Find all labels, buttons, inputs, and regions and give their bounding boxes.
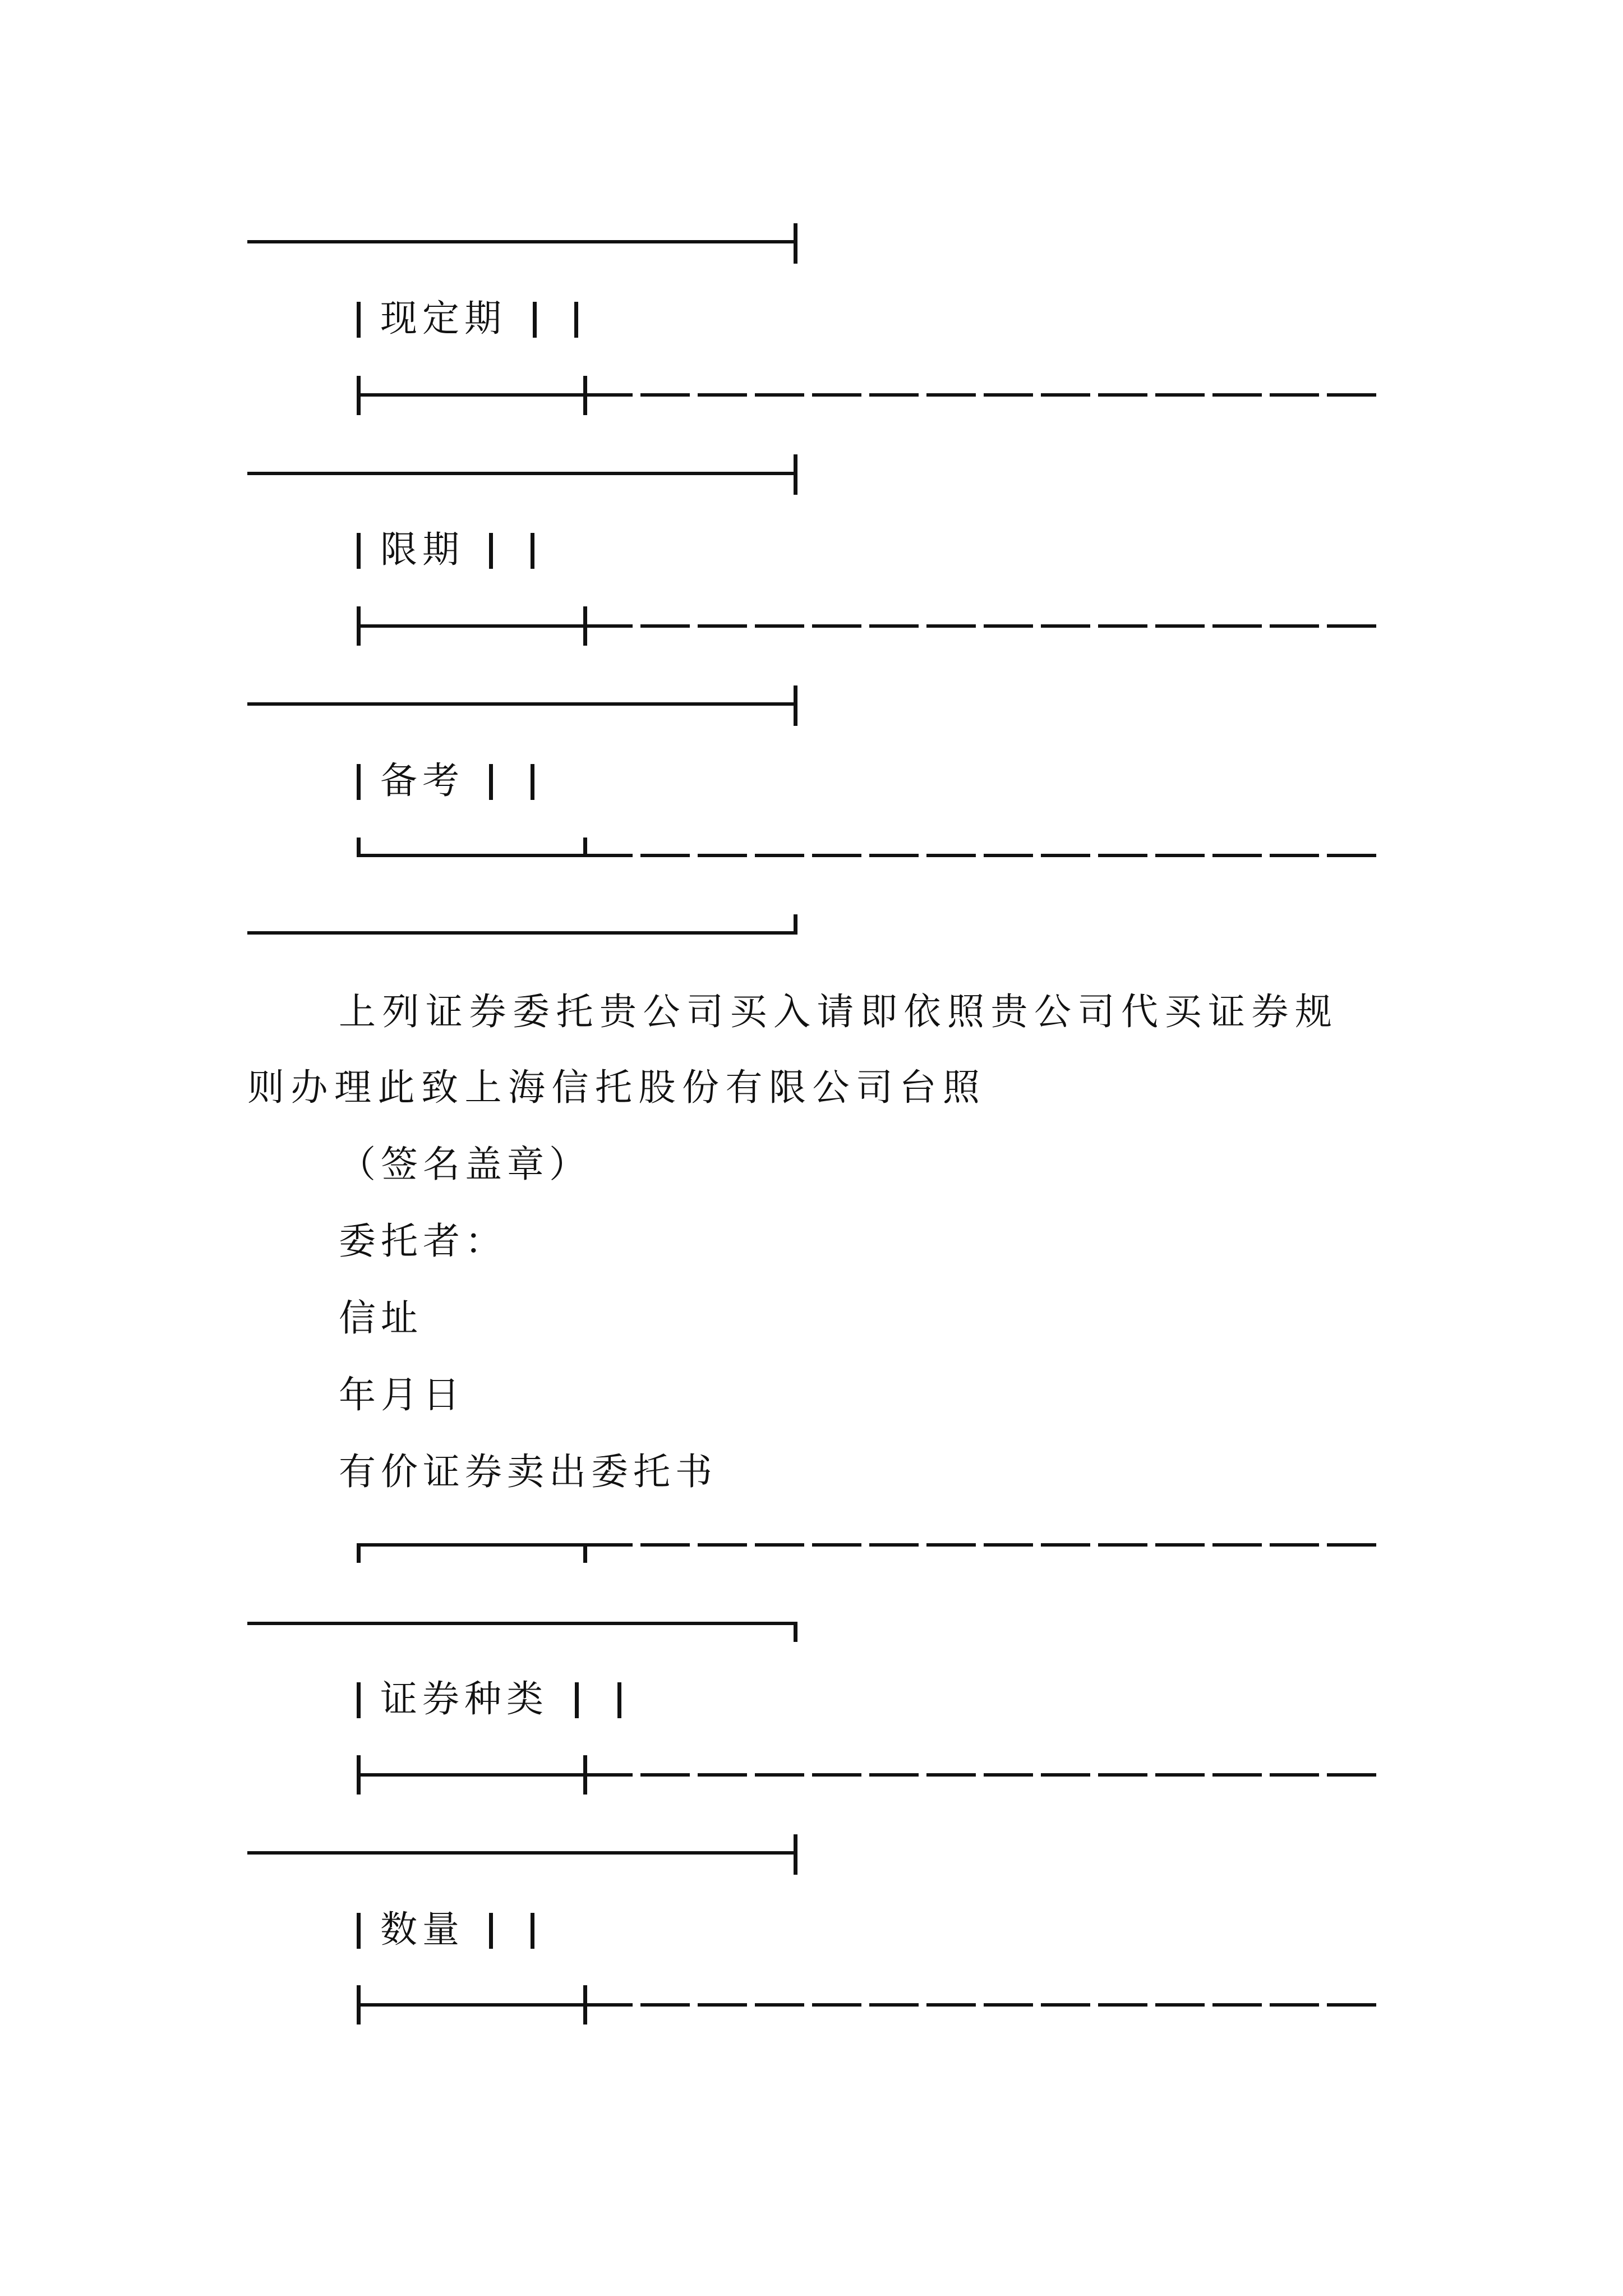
table-rule <box>357 1913 361 1949</box>
entrustment-paragraph-line-1: 上列证券委托贵公司买入请即依照贵公司代买证券规 <box>339 990 1339 1033</box>
table-rule <box>357 2003 585 2007</box>
table-rule <box>583 1773 1382 1777</box>
table-rule <box>583 624 1382 628</box>
table-rule <box>357 1543 585 1547</box>
table-rule <box>794 223 797 264</box>
row-label-remarks: 备考 <box>380 759 464 802</box>
table-rule <box>583 2003 1382 2007</box>
table-rule <box>574 302 578 338</box>
table-rule <box>247 1622 797 1625</box>
table-rule <box>533 302 537 338</box>
table-rule <box>247 1851 797 1855</box>
table-rule <box>357 854 585 857</box>
entrustment-paragraph-line-2: 则办理此致上海信托股份有限公司台照 <box>247 1066 986 1109</box>
table-rule <box>489 764 493 800</box>
table-rule <box>575 1682 579 1718</box>
table-rule <box>531 533 534 569</box>
entrustor-label: 委托者： <box>339 1220 507 1263</box>
sell-form-title: 有价证券卖出委托书 <box>339 1450 717 1493</box>
table-rule <box>583 393 1382 397</box>
table-rule <box>794 1622 797 1642</box>
table-rule <box>357 764 361 800</box>
table-rule <box>247 931 797 935</box>
table-rule <box>357 302 361 338</box>
table-rule <box>794 685 797 726</box>
table-rule <box>583 1543 1382 1547</box>
row-label-security-type: 证券种类 <box>380 1677 548 1720</box>
table-rule <box>357 624 585 628</box>
table-rule <box>247 472 797 475</box>
table-rule <box>357 393 585 397</box>
table-rule <box>489 1913 493 1949</box>
table-rule <box>617 1682 621 1718</box>
table-rule <box>794 1834 797 1875</box>
table-rule <box>794 914 797 935</box>
signature-note: （签名盖章） <box>339 1143 591 1186</box>
table-rule <box>794 454 797 495</box>
row-label-quantity: 数量 <box>380 1908 464 1951</box>
date-label: 年月日 <box>339 1373 465 1416</box>
row-label-time-limit: 限期 <box>380 528 464 571</box>
table-rule <box>357 1543 361 1563</box>
table-rule <box>357 1773 585 1777</box>
table-rule <box>531 764 534 800</box>
table-rule <box>357 1682 361 1718</box>
table-rule <box>247 702 797 706</box>
address-label: 信址 <box>339 1296 423 1340</box>
table-rule <box>247 240 797 243</box>
table-rule <box>531 1913 534 1949</box>
table-rule <box>583 854 1382 857</box>
table-rule <box>357 533 361 569</box>
row-label-current-term: 现定期 <box>380 297 506 340</box>
table-rule <box>489 533 493 569</box>
